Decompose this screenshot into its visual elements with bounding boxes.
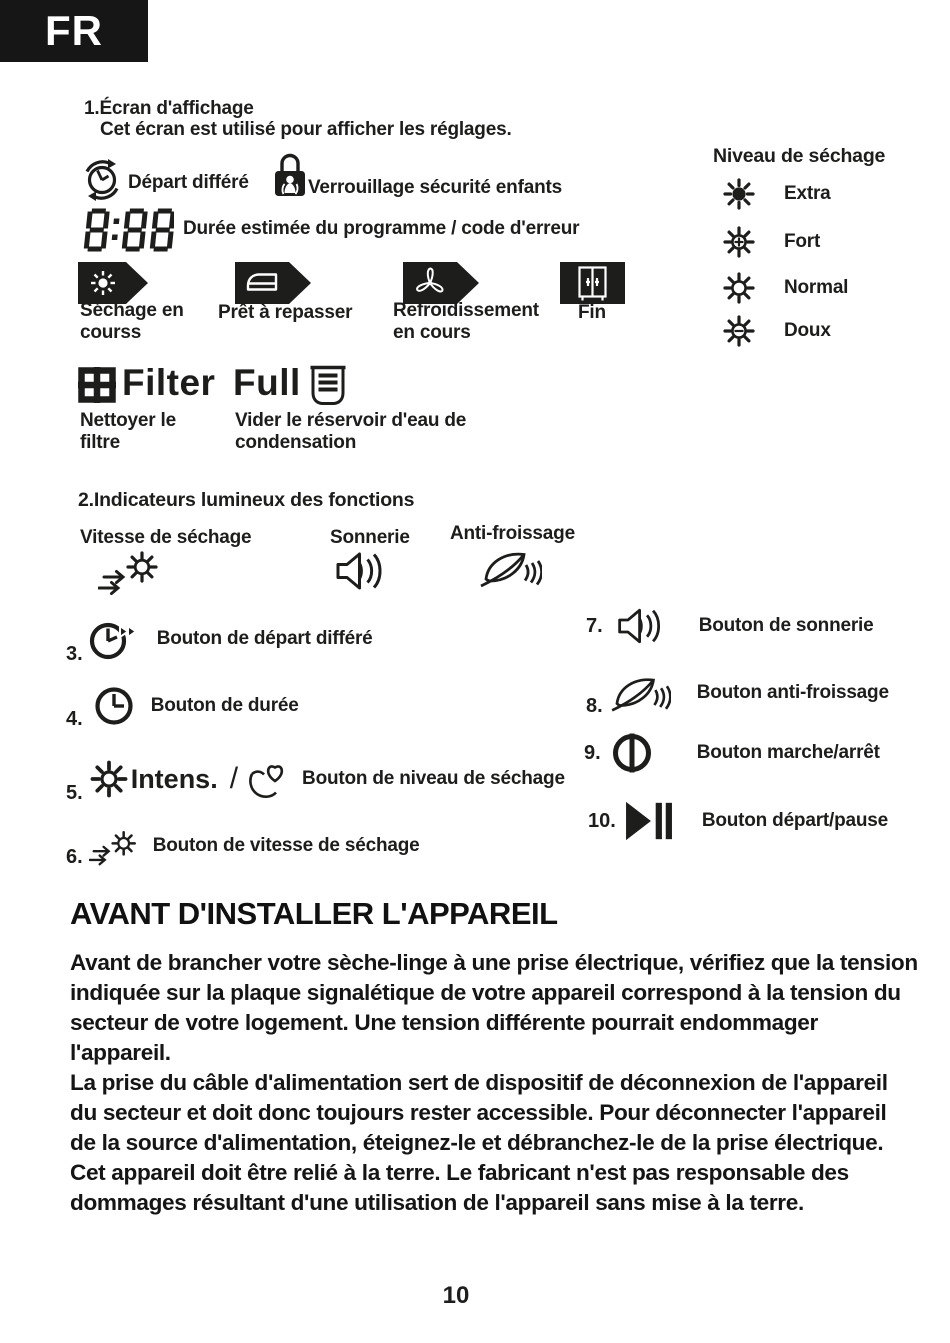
button-6-number: 6.: [66, 846, 83, 868]
button-row-3: [66, 612, 373, 666]
delayed-start-icon: [80, 158, 124, 202]
filter-grid-icon: [78, 367, 116, 403]
full-indicator-caption: Vider le réservoir d'eau de condensation: [235, 410, 467, 453]
filter-indicator-text: Filter: [122, 362, 216, 403]
install-section-title: AVANT D'INSTALLER L'APPAREIL: [70, 896, 558, 931]
drying-speed-label: Vitesse de séchage: [80, 527, 252, 548]
drying-speed-button-icon: [89, 826, 141, 867]
delayed-start-label: Départ différé: [128, 172, 249, 193]
intensity-sun-icon: [87, 757, 131, 801]
level-normal: [720, 269, 848, 307]
level-fort-label: Fort: [784, 231, 821, 252]
button-8-label: Bouton anti-froissage: [696, 682, 889, 703]
seven-segment-display: [78, 206, 174, 254]
end-badge: [560, 262, 625, 304]
level-doux: [720, 312, 831, 350]
display-caption: Durée estimée du programme / code d'erreur: [183, 218, 580, 239]
sun-minus-icon: [720, 312, 758, 350]
button-row-5: [66, 753, 565, 805]
install-paragraph-2: La prise du câble d'alimentation sert de dispositif de déconnexion de l'appareil du secteur et doit donc toujours rester accessible. Pour déconnecter l'appareil de la source d'alimentation, éteignez-le et débranchez-le de la prise électrique.: [70, 1070, 888, 1155]
indicators-section-title: 2.Indicateurs lumineux des fonctions: [78, 489, 415, 511]
button-7-number: 7.: [586, 614, 603, 637]
button-4-label: Bouton de durée: [150, 695, 299, 716]
drying-badge: [78, 262, 148, 304]
anti-crease-icon: [478, 543, 542, 593]
buzzer-icon: [333, 547, 389, 595]
button-5-number: 5.: [66, 782, 83, 804]
level-doux-label: Doux: [784, 320, 831, 341]
power-button-icon: [609, 730, 655, 776]
drying-speed-icon: [98, 545, 164, 597]
start-pause-button-icon: [624, 799, 674, 843]
level-fort: [720, 223, 820, 261]
cooling-badge-label: Refroidissement en cours: [393, 300, 539, 343]
anti-crease-button-icon: [609, 669, 671, 717]
button-row-10: [588, 797, 888, 845]
drying-level-title: Niveau de séchage: [713, 145, 886, 167]
button-8-number: 8.: [586, 695, 603, 717]
child-lock-label: Verrouillage sécurité enfants: [308, 177, 562, 198]
button-row-6: [66, 823, 420, 869]
button-10-label: Bouton départ/pause: [701, 810, 889, 831]
button-3-number: 3.: [66, 643, 83, 665]
language-tab: [0, 0, 148, 62]
button-row-4: [66, 681, 299, 731]
button-4-number: 4.: [66, 708, 83, 730]
anti-crease-label: Anti-froissage: [450, 523, 575, 544]
display-section-title: 1.Écran d'affichage: [84, 98, 254, 119]
page-number: 10: [442, 1282, 470, 1309]
button-10-number: 10.: [588, 809, 616, 832]
level-extra-label: Extra: [784, 183, 831, 204]
button-7-label: Bouton de sonnerie: [698, 615, 874, 636]
button-row-9: [584, 729, 880, 777]
filter-indicator-caption: Nettoyer le filtre: [80, 410, 177, 453]
sun-icon: [91, 271, 115, 295]
button-6-label: Bouton de vitesse de séchage: [152, 835, 420, 856]
child-lock-icon: [272, 151, 308, 201]
install-paragraph-1: Avant de brancher votre sèche-linge à une prise électrique, vérifiez que la tension indiquée sur la plaque signalétique de votre appareil correspond à la tension du secteur de votre logement. Une tension différente pourrait endommager l'appareil.: [70, 950, 918, 1065]
level-normal-label: Normal: [784, 277, 849, 298]
sun-outline-icon: [720, 269, 758, 307]
language-tab-label: FR: [45, 7, 103, 54]
drying-badge-label: Séchage en courss: [80, 300, 184, 343]
sun-filled-icon: [720, 175, 758, 213]
install-paragraph-3: Cet appareil doit être relié à la terre. Le fabricant n'est pas responsable des dommages résultant d'une utilisation de l'appareil sans mise à la terre.: [70, 1160, 849, 1215]
delayed-start-button-icon: [87, 613, 141, 665]
intensity-text: Intens.: [130, 763, 218, 794]
button-9-label: Bouton marche/arrêt: [696, 742, 880, 763]
iron-badge: [235, 262, 311, 304]
hand-heart-icon: [242, 756, 290, 802]
button-9-number: 9.: [584, 741, 601, 764]
water-tank-icon: [308, 362, 348, 406]
duration-button-icon: [91, 683, 137, 729]
install-section-body: [70, 948, 918, 1218]
button-row-7: [586, 601, 873, 651]
display-section-subtitle: Cet écran est utilisé pour afficher les réglages.: [100, 119, 512, 140]
button-5-label: Bouton de niveau de séchage: [302, 768, 565, 789]
sun-plus-icon: [720, 223, 758, 261]
iron-badge-label: Prêt à repasser: [218, 302, 353, 323]
buzzer-button-icon: [615, 603, 667, 649]
button-3-label: Bouton de départ différé: [156, 628, 373, 649]
full-indicator-text: Full: [233, 362, 301, 403]
cooling-badge: [403, 262, 479, 304]
level-extra: [720, 175, 831, 213]
separator-slash: /: [229, 762, 239, 795]
buzzer-label: Sonnerie: [330, 527, 410, 548]
button-row-8: [586, 668, 889, 718]
end-badge-label: Fin: [578, 302, 606, 323]
